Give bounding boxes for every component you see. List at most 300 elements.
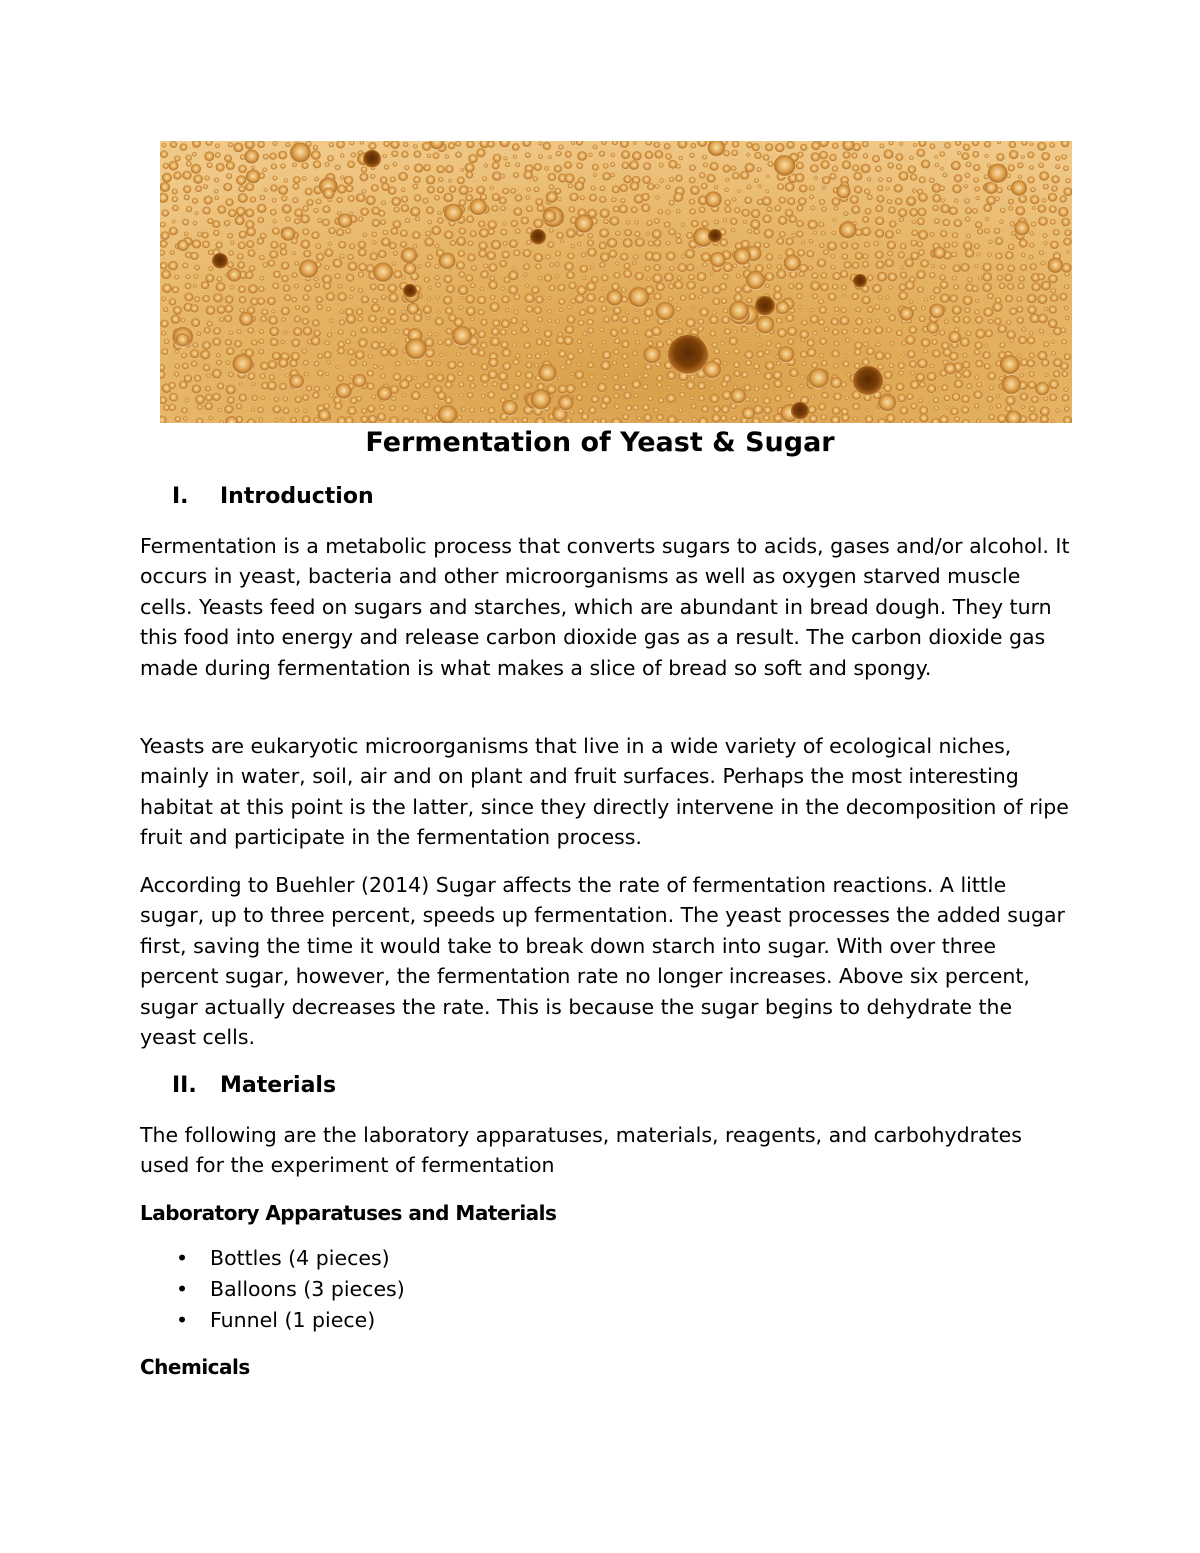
bubble-shape <box>733 330 737 334</box>
bubble-shape <box>633 330 638 335</box>
dark-bubble-shape <box>212 253 228 269</box>
bubble-shape <box>1060 362 1069 371</box>
bubble-shape <box>602 375 607 380</box>
bubble-shape <box>821 231 826 236</box>
bubble-shape <box>259 329 264 334</box>
bubble-shape <box>645 316 650 321</box>
bubble-shape <box>1061 218 1070 227</box>
bubble-shape <box>172 189 178 195</box>
bubble-shape <box>182 219 189 226</box>
bubble-shape <box>508 285 518 295</box>
bubble-shape <box>228 142 233 147</box>
bubble-shape <box>587 362 594 369</box>
bubbles-photo <box>160 141 1072 423</box>
bubble-shape <box>292 251 296 255</box>
bubble-shape <box>435 275 440 280</box>
bubble-shape <box>204 196 213 205</box>
bubble-shape <box>599 242 607 250</box>
bubble-shape <box>599 327 604 332</box>
bubble-shape <box>499 197 507 205</box>
bubble-shape <box>257 141 265 148</box>
bubble-shape <box>172 220 176 224</box>
bubble-shape <box>621 287 627 293</box>
bubble-shape <box>653 264 661 272</box>
bubble-shape <box>393 373 402 382</box>
bubble-shape <box>360 327 368 335</box>
bubble-shape <box>367 383 375 391</box>
bubble-shape <box>349 244 355 250</box>
bubble-shape <box>736 274 741 279</box>
bubble-shape <box>934 155 938 159</box>
bubble-shape <box>415 383 422 390</box>
bubble-shape <box>1029 406 1036 413</box>
bubble-shape <box>732 172 740 180</box>
bubble-shape <box>632 351 638 357</box>
bubble-shape <box>820 272 827 279</box>
bubble-shape <box>619 184 628 193</box>
bubble-shape <box>465 295 475 305</box>
bubble-shape <box>1049 380 1059 390</box>
bubble-shape <box>692 417 697 422</box>
bubble-shape <box>214 178 219 183</box>
bubble-shape <box>314 386 320 392</box>
bubble-shape <box>486 251 496 261</box>
bubble-shape <box>347 349 354 356</box>
bubble-shape <box>974 309 980 315</box>
bubble-shape <box>932 349 941 358</box>
bubble-shape <box>1047 258 1063 274</box>
bubble-shape <box>358 263 367 272</box>
bubble-shape <box>623 392 631 400</box>
bubble-shape <box>932 205 939 212</box>
bubble-shape <box>944 319 949 324</box>
bubble-shape <box>909 208 918 217</box>
bubble-shape <box>427 154 432 159</box>
bubble-shape <box>600 361 610 371</box>
bubble-shape <box>987 293 994 300</box>
bubble-shape <box>510 188 516 194</box>
bubble-shape <box>524 381 533 390</box>
bubble-shape <box>899 307 914 322</box>
bubble-shape <box>569 410 574 415</box>
bubble-shape <box>305 188 313 196</box>
bubble-shape <box>544 166 549 171</box>
bubble-shape <box>747 339 751 343</box>
bubble-shape <box>278 358 288 368</box>
bubble-shape <box>652 273 662 283</box>
bubble-shape <box>219 317 224 322</box>
bubble-shape <box>423 305 432 314</box>
bubble-shape <box>239 296 247 304</box>
bubble-shape <box>302 318 309 325</box>
bubble-shape <box>733 348 740 355</box>
bubble-shape <box>226 347 234 355</box>
bubble-shape <box>686 281 696 291</box>
bubble-shape <box>796 293 802 299</box>
bubble-shape <box>909 300 913 304</box>
bubble-shape <box>525 284 529 288</box>
bubble-shape <box>395 329 400 334</box>
bubble-shape <box>1005 396 1015 406</box>
bubble-shape <box>973 164 980 171</box>
bubble-shape <box>233 143 243 153</box>
bubble-shape <box>666 252 676 262</box>
bubble-shape <box>204 327 211 334</box>
bubble-shape <box>379 404 384 409</box>
bubble-shape <box>271 309 275 313</box>
bubble-shape <box>534 363 539 368</box>
bubble-shape <box>680 295 686 301</box>
bubble-shape <box>252 395 258 401</box>
bubble-shape <box>171 315 181 325</box>
bubble-shape <box>347 254 353 260</box>
bubble-shape <box>329 319 333 323</box>
bubble-shape <box>776 317 783 324</box>
bubble-shape <box>961 406 969 414</box>
bubble-shape <box>215 242 222 249</box>
bubble-shape <box>500 229 507 236</box>
bubble-shape <box>227 233 233 239</box>
bubble-shape <box>809 239 814 244</box>
bubble-shape <box>841 242 849 250</box>
bubble-shape <box>613 393 619 399</box>
bubble-shape <box>234 340 242 348</box>
bubble-shape <box>841 414 849 422</box>
bubble-shape <box>410 207 420 217</box>
bubble-shape <box>306 199 313 206</box>
bubble-shape <box>757 167 762 172</box>
bubble-shape <box>194 265 200 271</box>
bubble-shape <box>1021 155 1025 159</box>
bubble-shape <box>383 154 387 158</box>
intro-paragraph-3: According to Buehler (2014) Sugar affects the rate of fermentation reactions. A little sugar, up to three percent, speeds up fermentation. The yeast processes the added sugar first, saving the time it would take to break down starch into sugar. With over three percent sugar, however, the fermentation rate no longer increases. Above six percent, sugar actually decreases the rate. This is because the sugar begins to dehydrate the yeast cells. <box>140 873 1065 1050</box>
bubble-shape <box>689 165 696 172</box>
bubble-shape <box>228 372 234 378</box>
bubble-shape <box>480 270 489 279</box>
bubble-shape <box>545 254 551 260</box>
bubble-shape <box>537 317 543 323</box>
bubble-shape <box>1062 371 1069 378</box>
bubble-shape <box>398 172 408 182</box>
bubble-shape <box>895 153 903 161</box>
bubble-shape <box>724 206 731 213</box>
bubble-shape <box>246 170 261 185</box>
bubble-shape <box>1016 317 1024 325</box>
bubble-shape <box>676 328 684 336</box>
bubble-shape <box>587 248 597 258</box>
bubble-shape <box>179 381 188 390</box>
bubble-shape <box>372 327 379 334</box>
bubble-shape <box>300 214 310 224</box>
bubble-shape <box>834 341 840 347</box>
bubble-shape <box>841 329 847 335</box>
bubble-shape <box>213 230 220 237</box>
bubble-shape <box>570 244 575 249</box>
bubble-shape <box>944 242 951 249</box>
bubble-shape <box>268 316 278 326</box>
bubble-shape <box>443 193 453 203</box>
bubble-shape <box>261 396 265 400</box>
bubble-shape <box>1041 281 1051 291</box>
bubble-shape <box>558 197 562 201</box>
bubble-shape <box>656 282 665 291</box>
bubble-shape <box>884 307 890 313</box>
bubble-shape <box>302 394 309 401</box>
bubble-shape <box>302 176 307 181</box>
bubble-shape <box>818 222 824 228</box>
bubble-shape <box>534 163 542 171</box>
bubble-shape <box>829 173 836 180</box>
bubble-shape <box>599 296 606 303</box>
bubble-shape <box>399 379 409 389</box>
bubble-shape <box>401 204 409 212</box>
bubble-shape <box>622 162 630 170</box>
bubble-shape <box>313 145 319 151</box>
bubble-shape <box>667 386 671 390</box>
bubble-shape <box>368 142 376 150</box>
bubble-shape <box>329 142 335 148</box>
bubble-shape <box>205 394 213 402</box>
bubble-shape <box>811 396 815 400</box>
bubble-shape <box>244 149 259 164</box>
bubble-shape <box>774 155 796 177</box>
bubble-shape <box>977 229 983 235</box>
bubble-shape <box>262 262 268 268</box>
bubble-shape <box>898 362 905 369</box>
bubble-shape <box>391 396 396 401</box>
bubble-shape <box>357 316 363 322</box>
bubble-shape <box>819 243 825 249</box>
bubble-shape <box>862 254 868 260</box>
bubble-shape <box>520 325 529 334</box>
bubble-shape <box>568 282 576 290</box>
bubble-shape <box>456 352 461 357</box>
bubble-shape <box>964 198 970 204</box>
bubble-shape <box>750 219 760 229</box>
bubble-shape <box>763 242 769 248</box>
bubble-shape <box>492 162 500 170</box>
section-number: II. <box>172 1073 197 1098</box>
bubble-shape <box>1031 283 1040 292</box>
bubble-shape <box>625 405 632 412</box>
bubble-shape <box>833 393 842 402</box>
bubble-shape <box>766 253 774 261</box>
bubble-shape <box>204 402 213 411</box>
bubble-shape <box>1037 205 1046 214</box>
bubble-shape <box>161 297 166 302</box>
bubble-shape <box>314 361 320 367</box>
bubble-shape <box>526 187 531 192</box>
bubble-shape <box>438 253 455 270</box>
bubble-shape <box>560 365 565 370</box>
bubble-shape <box>795 173 805 183</box>
bubble-shape <box>481 363 489 371</box>
bubble-shape <box>467 187 473 193</box>
bubble-shape <box>985 154 989 158</box>
bubble-shape <box>502 251 510 259</box>
bubble-shape <box>575 294 585 304</box>
bubble-shape <box>819 338 827 346</box>
bubble-shape <box>831 318 839 326</box>
bubble-shape <box>913 143 917 147</box>
bubble-shape <box>746 297 752 303</box>
bubble-shape <box>1027 381 1036 390</box>
bubble-shape <box>337 375 344 382</box>
bubble-shape <box>798 305 803 310</box>
bubble-shape <box>356 396 362 402</box>
bubble-shape <box>580 265 589 274</box>
bubble-shape <box>268 260 276 268</box>
bubble-shape <box>624 229 632 237</box>
bubble-shape <box>558 350 566 358</box>
bubble-shape <box>920 259 929 268</box>
bubble-shape <box>438 177 443 182</box>
bubble-shape <box>358 272 364 278</box>
bubble-shape <box>226 161 235 170</box>
bubble-shape <box>477 296 486 305</box>
bubble-shape <box>721 381 728 388</box>
bubble-shape <box>861 164 871 174</box>
bubble-shape <box>872 284 882 294</box>
bubble-shape <box>599 262 605 268</box>
bubble-shape <box>939 330 945 336</box>
bubble-shape <box>741 326 748 333</box>
bubble-shape <box>953 316 961 324</box>
bubble-shape <box>384 164 390 170</box>
bubble-shape <box>401 310 405 314</box>
bubble-shape <box>174 275 179 280</box>
bubble-shape <box>358 288 363 293</box>
bubble-shape <box>328 242 332 246</box>
bubble-shape <box>832 197 841 206</box>
bubble-shape <box>819 199 825 205</box>
bubble-shape <box>939 186 945 192</box>
bubble-shape <box>820 283 829 292</box>
bubble-shape <box>428 286 432 290</box>
bubble-shape <box>192 239 202 249</box>
bubble-shape <box>564 173 574 183</box>
bubble-shape <box>885 230 894 239</box>
bubble-shape <box>547 241 554 248</box>
bubble-shape <box>534 187 540 193</box>
bubble-shape <box>688 274 695 281</box>
bubble-shape <box>878 394 896 412</box>
bubble-shape <box>206 374 211 379</box>
bubble-shape <box>1017 162 1023 168</box>
bubble-shape <box>765 284 770 289</box>
bubble-shape <box>350 286 355 291</box>
bubble-shape <box>538 364 557 383</box>
bubble-shape <box>1030 187 1036 193</box>
bubble-shape <box>380 219 386 225</box>
bubble-shape <box>999 283 1006 290</box>
bubble-shape <box>714 348 720 354</box>
bubble-shape <box>581 381 588 388</box>
bubble-shape <box>686 264 694 272</box>
bubble-shape <box>217 383 224 390</box>
bubble-shape <box>489 302 499 312</box>
bubble-shape <box>664 221 671 228</box>
bubble-shape <box>559 308 564 313</box>
bubble-shape <box>665 241 670 246</box>
bubble-shape <box>778 255 782 259</box>
bubble-shape <box>190 349 199 358</box>
bubble-shape <box>669 266 675 272</box>
bubble-shape <box>855 252 863 260</box>
bubble-shape <box>316 253 325 262</box>
bubble-shape <box>643 414 652 423</box>
bullet-icon: • <box>176 1308 189 1332</box>
bubble-shape <box>377 413 386 422</box>
bubble-shape <box>802 362 807 367</box>
bubble-shape <box>888 314 896 322</box>
bubble-shape <box>699 172 706 179</box>
bubble-shape <box>564 262 574 272</box>
bubble-shape <box>1031 396 1039 404</box>
bubble-shape <box>832 218 836 222</box>
bubble-shape <box>533 176 538 181</box>
bubble-shape <box>583 331 588 336</box>
bubble-shape <box>316 304 323 311</box>
bubble-shape <box>577 363 581 367</box>
bubble-shape <box>698 319 705 326</box>
bubble-shape <box>488 407 496 415</box>
bubble-shape <box>549 263 554 268</box>
bubble-shape <box>459 185 469 195</box>
bubble-shape <box>1030 231 1035 236</box>
bubble-shape <box>395 361 401 367</box>
bubble-shape <box>934 406 939 411</box>
bubble-shape <box>437 218 444 225</box>
bubble-shape <box>766 174 770 178</box>
bubble-shape <box>214 189 219 194</box>
bubble-shape <box>754 229 760 235</box>
bubble-shape <box>259 276 264 281</box>
bubble-shape <box>565 151 572 158</box>
bubble-shape <box>402 393 407 398</box>
bubble-shape <box>675 175 682 182</box>
bubble-shape <box>997 275 1003 281</box>
bubble-shape <box>900 406 909 415</box>
bubble-shape <box>887 241 896 250</box>
bubble-shape <box>767 264 772 269</box>
bubble-shape <box>778 216 788 226</box>
bubble-shape <box>458 382 464 388</box>
bubble-shape <box>788 392 795 399</box>
bubble-shape <box>898 208 907 217</box>
bubble-shape <box>281 275 288 282</box>
bubble-shape <box>614 404 620 410</box>
bubble-shape <box>280 417 284 421</box>
materials-paragraph: The following are the laboratory apparatuses, materials, reagents, and carbohydrates used for the experiment of fermentation <box>140 1123 1022 1178</box>
bubble-shape <box>172 196 178 202</box>
bubble-shape <box>647 183 655 191</box>
bubble-shape <box>877 272 887 282</box>
bubble-shape <box>515 353 520 358</box>
bubble-shape <box>610 173 615 178</box>
bubble-shape <box>247 327 254 334</box>
bubble-shape <box>183 185 191 193</box>
dark-bubble-shape <box>668 335 708 375</box>
bubble-shape <box>654 293 662 301</box>
bubble-shape <box>1038 162 1044 168</box>
bubble-shape <box>458 250 465 257</box>
bubble-shape <box>899 142 903 146</box>
bubble-shape <box>601 274 609 282</box>
bubble-shape <box>1064 406 1070 412</box>
bubble-shape <box>841 253 848 260</box>
bubble-shape <box>743 384 751 392</box>
